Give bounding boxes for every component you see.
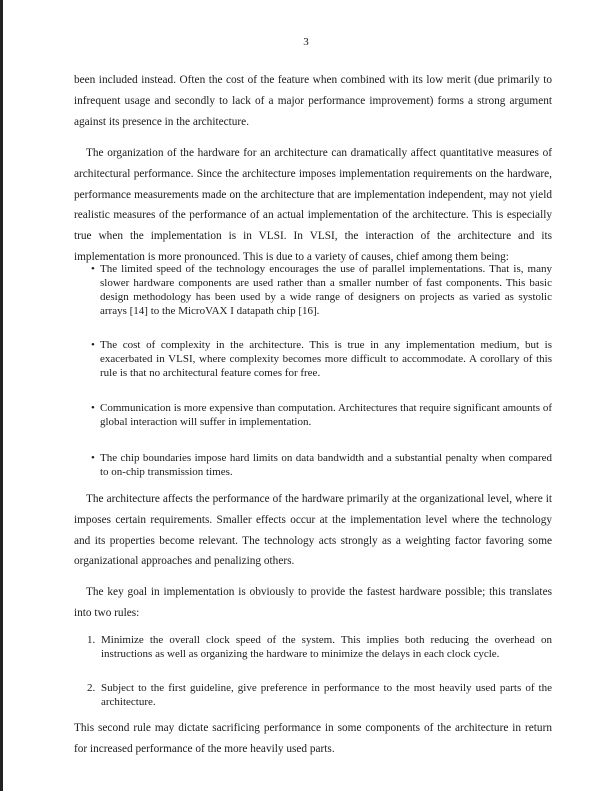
scan-edge: [0, 0, 3, 791]
bullet-icon: •: [91, 263, 95, 275]
paragraph-1: been included instead. Often the cost of the feature when combined with its low merit (due primarily to infrequent usage and secondly to lack of a major performance improvement) forms a strong argument against its presence in the architecture.: [74, 74, 552, 128]
page-number: 3: [303, 36, 309, 48]
bullet-item: [91, 451, 552, 479]
bullet-text: The limited speed of the technology encourages the use of parallel implementations. That is, many slower hardware components are used rather than a smaller number of fast components. This basic design methodology has been used by a wide range of designers on projects as varied as systolic arrays [14] to the MicroVAX I datapath chip [16].: [100, 263, 552, 317]
paragraph-4: The key goal in implementation is obviously to provide the fastest hardware possible; this translates into two rules:: [74, 586, 552, 619]
rule-item: [87, 633, 552, 661]
paragraph-2: The organization of the hardware for an architecture can dramatically affect quantitative measures of architectural performance. Since the architecture imposes implementation requirements on the hardware, performance measurements made on the architecture that are implementation independent, may not yield realistic measures of the performance of an actual implementation of the architecture. This is especially true when the implementation is in VLSI. In VLSI, the interaction of the architecture and its implementation is more pronounced. This is due to a variety of causes, chief among them being:: [74, 147, 552, 263]
paragraph-5: This second rule may dictate sacrificing performance in some components of the architecture in return for increased performance of the more heavily used parts.: [74, 722, 552, 755]
bullet-icon: •: [91, 452, 95, 464]
rule-number: 1.: [87, 634, 96, 646]
bullet-text: The chip boundaries impose hard limits on data bandwidth and a substantial penalty when compared to on-chip transmission times.: [100, 452, 552, 478]
rule-number: 2.: [87, 682, 96, 694]
rule-text: Subject to the first guideline, give preference in performance to the most heavily used parts of the architecture.: [101, 682, 552, 708]
bullet-text: Communication is more expensive than computation. Architectures that require significant amounts of global interaction will suffer in implementation.: [100, 402, 552, 428]
paragraph-3: The architecture affects the performance of the hardware primarily at the organizational level, where it imposes certain requirements. Smaller effects occur at the implementation level where the technology and its properties become relevant. The technology acts strongly as a weighting factor favoring some organizational approaches and penalizing others.: [74, 493, 552, 568]
bullet-icon: •: [91, 339, 95, 351]
bullet-icon: •: [91, 402, 95, 414]
bullet-text: The cost of complexity in the architecture. This is true in any implementation medium, but is exacerbated in VLSI, where complexity becomes more difficult to accommodate. A corollary of this rule is that no architectural feature comes for free.: [100, 339, 552, 379]
bullet-item: [91, 338, 552, 380]
rule-item: [87, 681, 552, 709]
bullet-item: [91, 401, 552, 429]
bullet-item: [91, 262, 552, 318]
rule-text: Minimize the overall clock speed of the system. This implies both reducing the overhead on instructions as well as organizing the hardware to minimize the delays in each clock cycle.: [101, 634, 552, 660]
